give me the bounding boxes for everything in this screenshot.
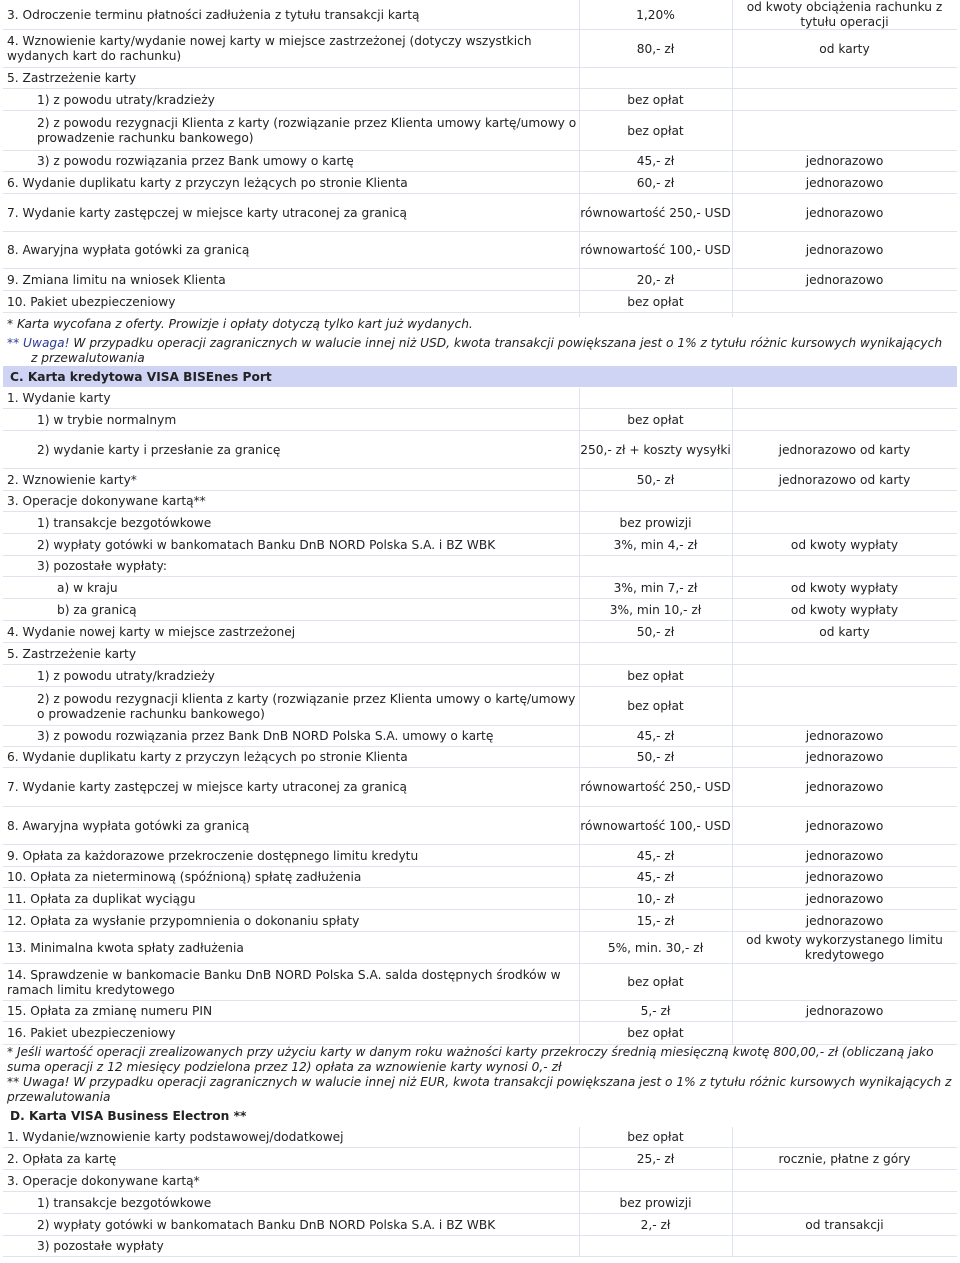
table-row [3, 747, 957, 768]
row-basis: od kwoty wypłaty [790, 580, 899, 595]
table-row [3, 111, 957, 151]
row-label: 12. Opłata za wysłanie przypomnienia o dokonaniu spłaty [7, 913, 360, 928]
row-basis: jednorazowo od karty [778, 442, 911, 457]
row-fee [579, 388, 732, 409]
row-fee: bez opłat [627, 92, 684, 107]
table-row [3, 512, 957, 534]
row-fee [579, 643, 732, 665]
row-label: 4. Wydanie nowej karty w miejsce zastrzeżonej [7, 624, 296, 639]
row-basis: jednorazowo [805, 154, 884, 168]
row-basis: od karty [819, 41, 870, 56]
row-label: 3. Operacje dokonywane kartą* [7, 1173, 200, 1188]
table-row [3, 888, 957, 910]
row-fee: bez opłat [627, 294, 684, 309]
row-fee: 3%, min 4,- zł [613, 537, 698, 552]
row-basis: jednorazowo [805, 750, 884, 764]
row-basis: jednorazowo [805, 891, 884, 906]
column-divider [579, 1127, 580, 1257]
row-fee: równowartość 250,- USD [580, 205, 731, 220]
table-row [3, 1001, 957, 1022]
table-row [3, 1236, 957, 1257]
table-row [3, 172, 957, 194]
row-basis: od kwoty wypłaty [790, 537, 899, 552]
row-basis: jednorazowo [805, 818, 884, 833]
row-label: 11. Opłata za duplikat wyciągu [7, 891, 196, 906]
row-basis [732, 409, 957, 431]
table-row [3, 269, 957, 291]
row-basis [732, 68, 957, 89]
table-row [3, 768, 957, 807]
row-label: 2) wypłaty gotówki w bankomatach Banku DnB NORD Polska S.A. i BZ WBK [37, 1217, 496, 1232]
table-row [3, 807, 957, 845]
row-fee: 3%, min 10,- zł [609, 602, 702, 617]
table-row [3, 232, 957, 269]
column-divider [732, 1127, 733, 1257]
table-row [3, 409, 957, 431]
column-divider [732, 388, 733, 1045]
row-fee: bez prowizji [619, 515, 692, 530]
row-label: 3) pozostałe wypłaty [37, 1239, 164, 1253]
row-label: 9. Zmiana limitu na wniosek Klienta [7, 272, 226, 287]
table-row [3, 964, 957, 1001]
row-basis [732, 388, 957, 409]
row-basis: jednorazowo [805, 175, 884, 190]
row-label: 5. Zastrzeżenie karty [7, 71, 137, 85]
row-label: 2) z powodu rezygnacji Klienta z karty (rozwiązanie przez Klienta umowy kartę/umowy o prowadzenie rachunku bankowego) [37, 116, 577, 145]
row-label: 2. Wznowienie karty* [7, 472, 137, 487]
table-row [3, 1170, 957, 1192]
row-basis: jednorazowo [805, 205, 884, 220]
row-divider [3, 1256, 957, 1257]
row-fee: równowartość 250,- USD [580, 780, 731, 794]
row-label: 2) wypłaty gotówki w bankomatach Banku DnB NORD Polska S.A. i BZ WBK [37, 537, 496, 552]
row-basis: od kwoty obciążenia rachunku z tytułu operacji [746, 0, 943, 29]
row-label: 7. Wydanie karty zastępczej w miejsce karty utraconej za granicą [7, 780, 407, 794]
row-fee: bez opłat [627, 1026, 684, 1040]
row-label: 1. Wydanie/wznowienie karty podstawowej/dodatkowej [7, 1130, 344, 1144]
row-fee: 5,- zł [640, 1004, 671, 1018]
row-fee: 20,- zł [636, 272, 675, 287]
row-basis [732, 687, 957, 726]
row-basis [732, 964, 957, 1001]
row-fee: 10,- zł [636, 891, 675, 906]
row-basis: rocznie, płatne z góry [778, 1151, 911, 1166]
row-fee [579, 1236, 732, 1257]
table-row [3, 1148, 957, 1170]
row-basis [732, 1192, 957, 1214]
table-row [3, 431, 957, 469]
row-fee: 50,- zł [636, 472, 675, 487]
row-basis: jednorazowo [805, 272, 884, 287]
row-basis: od transakcji [805, 1217, 884, 1232]
table-row [3, 30, 957, 68]
row-fee: bez prowizji [619, 1195, 692, 1210]
row-fee [579, 68, 732, 89]
row-label: 2) wydanie karty i przesłanie za granicę [37, 442, 281, 457]
row-label: 3) z powodu rozwiązania przez Bank DnB NORD Polska S.A. umowy o kartę [37, 729, 494, 743]
note-card-withdrawn: * Karta wycofana z oferty. Prowizje i opłaty dotyczą tylko kart już wydanych. [7, 317, 473, 331]
row-basis [732, 1127, 957, 1148]
table-row [3, 665, 957, 687]
row-label: 15. Opłata za zmianę numeru PIN [7, 1004, 213, 1018]
row-fee: 15,- zł [636, 913, 675, 928]
table-row [3, 194, 957, 232]
row-fee [579, 556, 732, 577]
row-fee: równowartość 100,- USD [580, 818, 731, 833]
row-basis [732, 89, 957, 111]
row-label: 10. Pakiet ubezpieczeniowy [7, 294, 176, 309]
row-basis: jednorazowo od karty [778, 472, 911, 487]
row-fee: bez opłat [627, 412, 684, 427]
table-row [3, 556, 957, 577]
row-fee: 45,- zł [636, 154, 675, 168]
row-label: 13. Minimalna kwota spłaty zadłużenia [7, 940, 244, 955]
row-fee: 25,- zł [636, 1151, 675, 1166]
row-label: 6. Wydanie duplikatu karty z przyczyn leżących po stronie Klienta [7, 750, 408, 764]
table-row [3, 599, 957, 621]
table-row [3, 89, 957, 111]
table-row [3, 469, 957, 491]
row-fee: 250,- zł + koszty wysyłki [580, 442, 731, 457]
row-basis: jednorazowo [805, 729, 884, 743]
section-header-d: D. Karta VISA Business Electron ** [10, 1108, 247, 1123]
table-row [3, 687, 957, 726]
row-fee: bez opłat [627, 668, 684, 683]
table-row [3, 726, 957, 747]
row-fee: bez opłat [627, 975, 684, 989]
row-label: 1) z powodu utraty/kradzieży [37, 92, 215, 107]
row-basis [732, 1236, 957, 1257]
table-row [3, 0, 957, 30]
row-label: 16. Pakiet ubezpieczeniowy [7, 1026, 176, 1040]
row-basis [732, 291, 957, 313]
row-fee: 50,- zł [636, 750, 675, 764]
row-basis: jednorazowo [805, 243, 884, 257]
row-label: 4. Wznowienie karty/wydanie nowej karty w miejsce zastrzeżonej (dotyczy wszystkich wydanych kart do rachunku) [7, 34, 532, 63]
row-label: 1) z powodu utraty/kradzieży [37, 668, 215, 683]
row-label: a) w kraju [57, 580, 118, 595]
column-divider [579, 0, 580, 317]
row-label: 1) transakcje bezgotówkowe [37, 515, 212, 530]
row-label: 3) pozostałe wypłaty: [37, 559, 167, 573]
row-label: 1) w trybie normalnym [37, 412, 177, 427]
note-currency-eur: ** Uwaga! W przypadku operacji zagranicznych w walucie innej niż EUR, kwota transakcji powiększana jest o 1% z tytułu różnic kursowych wynikających z przewalutowania [7, 1075, 952, 1104]
row-basis [732, 491, 957, 512]
row-basis [732, 665, 957, 687]
row-fee: 60,- zł [636, 175, 675, 190]
row-basis [732, 512, 957, 534]
row-label: 7. Wydanie karty zastępczej w miejsce karty utraconej za granicą [7, 205, 407, 220]
row-label: 1) transakcje bezgotówkowe [37, 1195, 212, 1210]
table-row [3, 932, 957, 964]
table-row [3, 1214, 957, 1236]
row-basis [732, 556, 957, 577]
note-renewal-condition: * Jeśli wartość operacji zrealizowanych przy użyciu karty w danym roku ważności karty przekroczy średnią miesięczną kwotę 800,00,- zł (obliczaną jako suma operacji z 12 miesięcy podzielona przez 12) opłata za wznowienie karty wynosi 0,- zł [7, 1045, 934, 1074]
row-label: 8. Awaryjna wypłata gotówki za granicą [7, 243, 250, 257]
row-fee: 1,20% [636, 7, 675, 22]
row-fee: 45,- zł [636, 870, 675, 884]
row-fee: 80,- zł [636, 41, 675, 56]
table-row [3, 68, 957, 89]
row-label: 3. Operacje dokonywane kartą** [7, 494, 206, 508]
row-fee: 3%, min 7,- zł [613, 580, 698, 595]
row-fee: 2,- zł [640, 1217, 671, 1232]
row-label: 1. Wydanie karty [7, 391, 111, 405]
column-divider [579, 388, 580, 1045]
table-row [3, 1192, 957, 1214]
row-fee [579, 491, 732, 512]
row-divider [3, 312, 957, 313]
row-fee: bez opłat [627, 1130, 684, 1144]
table-row [3, 491, 957, 512]
section-header-c: C. Karta kredytowa VISA BISEnes Port [3, 366, 957, 387]
table-row [3, 291, 957, 313]
row-label: 8. Awaryjna wypłata gotówki za granicą [7, 818, 250, 833]
row-basis: od kwoty wykorzystanego limitu kredytowego [746, 933, 943, 962]
table-row [3, 621, 957, 643]
row-fee: 45,- zł [636, 729, 675, 743]
row-label: 3. Odroczenie terminu płatności zadłużenia z tytułu transakcji kartą [7, 7, 420, 22]
table-row [3, 910, 957, 932]
note-currency-usd [7, 336, 952, 366]
table-row [3, 867, 957, 888]
row-label: 2) z powodu rezygnacji klienta z karty (rozwiązanie przez Klienta umowy o kartę/umowy o prowadzenie rachunku bankowego) [37, 691, 576, 721]
table-row [3, 577, 957, 599]
row-fee: 45,- zł [636, 848, 675, 863]
row-basis: jednorazowo [805, 870, 884, 884]
row-basis: jednorazowo [805, 848, 884, 863]
row-label: 9. Opłata za każdorazowe przekroczenie dostępnego limitu kredytu [7, 848, 419, 863]
row-fee: bez opłat [627, 123, 684, 138]
row-basis [732, 111, 957, 151]
table-row [3, 151, 957, 172]
row-basis [732, 643, 957, 665]
note-warning-label: ** Uwaga! [7, 336, 70, 350]
row-label: 2. Opłata za kartę [7, 1151, 117, 1166]
row-label: b) za granicą [57, 602, 137, 617]
row-fee [579, 1170, 732, 1192]
row-fee: 50,- zł [636, 624, 675, 639]
row-fee: 5%, min. 30,- zł [607, 940, 704, 955]
row-label: 6. Wydanie duplikatu karty z przyczyn leżących po stronie Klienta [7, 175, 408, 190]
row-label: 5. Zastrzeżenie karty [7, 646, 137, 661]
table-row [3, 1022, 957, 1045]
table-row [3, 643, 957, 665]
table-row [3, 534, 957, 556]
row-label: 3) z powodu rozwiązania przez Bank umowy o kartę [37, 154, 354, 168]
table-row [3, 388, 957, 409]
table-row [3, 1127, 957, 1148]
note-warning-text: W przypadku operacji zagranicznych w walucie innej niż USD, kwota transakcji powiększana jest o 1% z tytułu różnic kursowych wynikających [69, 336, 943, 350]
row-basis: jednorazowo [805, 780, 884, 794]
table-row [3, 845, 957, 867]
row-basis: jednorazowo [805, 913, 884, 928]
row-basis [732, 1022, 957, 1045]
row-label: 14. Sprawdzenie w bankomacie Banku DnB NORD Polska S.A. salda dostępnych środków w ramach limitu kredytowego [7, 967, 561, 997]
row-basis: od karty [819, 624, 870, 639]
row-basis: od kwoty wypłaty [790, 602, 899, 617]
note-warning-text-cont: z przewalutowania [31, 351, 145, 365]
row-label: 10. Opłata za nieterminową (spóźnioną) spłatę zadłużenia [7, 870, 362, 884]
row-basis [732, 1170, 957, 1192]
column-divider [732, 0, 733, 317]
row-basis: jednorazowo [805, 1004, 884, 1018]
row-fee: równowartość 100,- USD [580, 243, 731, 257]
row-fee: bez opłat [627, 699, 684, 713]
